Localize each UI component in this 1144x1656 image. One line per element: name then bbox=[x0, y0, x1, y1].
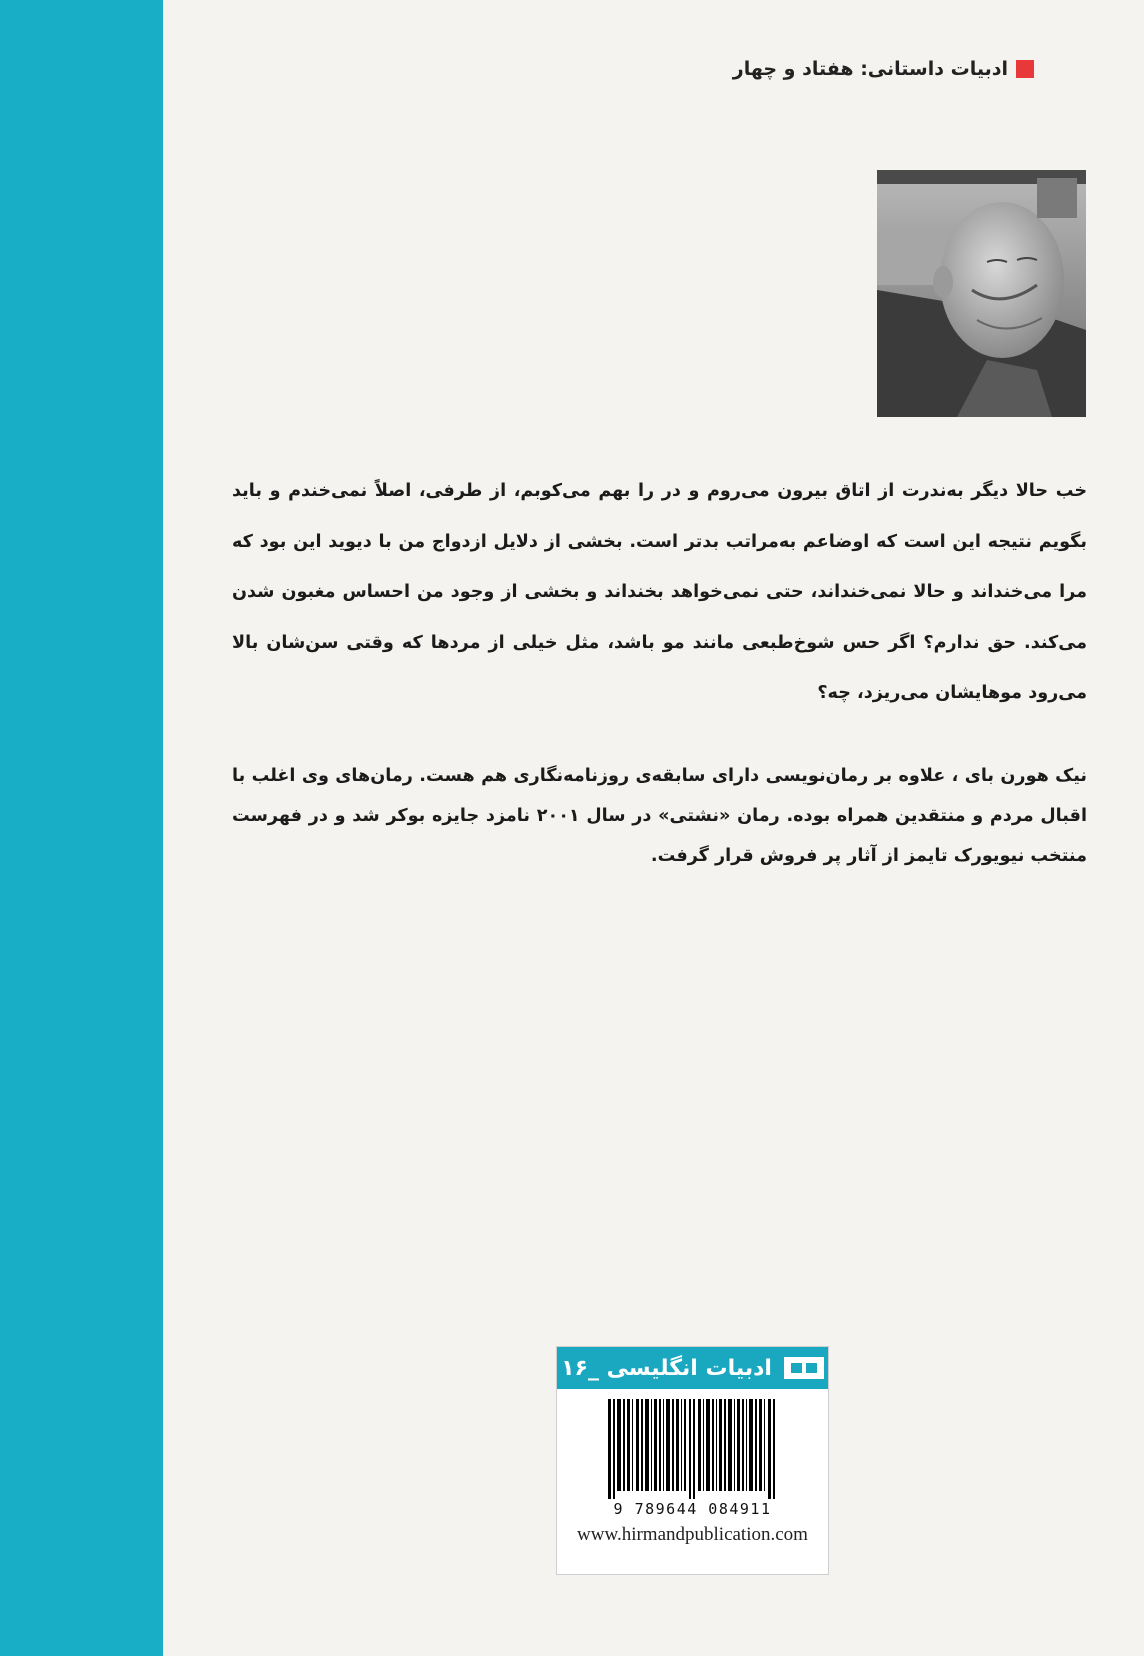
red-square-icon bbox=[1016, 60, 1034, 78]
barcode-icon bbox=[608, 1399, 778, 1499]
isbn-number: 9 789644 084911 bbox=[613, 1500, 772, 1518]
author-photo bbox=[877, 170, 1086, 417]
series-title bbox=[733, 58, 1034, 80]
excerpt-paragraph bbox=[232, 466, 1087, 719]
barcode-box bbox=[556, 1346, 829, 1575]
author-bio-paragraph bbox=[232, 756, 1087, 876]
publisher-website: www.hirmandpublication.com bbox=[577, 1524, 808, 1545]
series-label-bar bbox=[557, 1347, 828, 1389]
publisher-logo-icon bbox=[784, 1357, 824, 1379]
cover-spine-stripe bbox=[0, 0, 163, 1656]
author-bio-text: نیک هورن بای ، علاوه بر رمان‌نویسی دارای سابقه‌ی روزنامه‌نگاری هم هست. رمان‌های وی اغلب با اقبال مردم و منتقدین همراه بوده. رمان «نشتی» در سال ۲۰۰۱ نامزد جایزه بوکر شد و در فهرست منتخب نیویورک تایمز از آثار پر فروش قرار گرفت. bbox=[232, 766, 1087, 866]
excerpt-text: خب حالا دیگر به‌ندرت از اتاق بیرون می‌روم و در را بهم می‌کوبم، از طرفی، اصلاً نمی‌خندم و باید بگویم نتیجه این است که اوضاعم به‌مراتب بدتر است. بخشی از دلایل ازدواج من با دیوید این بود که مرا می‌خنداند و حالا نمی‌خنداند، حتی نمی‌خواهد بخنداند و بخشی از وجود من احساس مغبون شدن می‌کند. حق ندارم؟ اگر حس شوخ‌طبعی مانند مو باشد، مثل خیلی از مردها که وقتی سن‌شان بالا می‌رود موهایشان می‌ریزد، چه؟ bbox=[232, 481, 1087, 703]
series-number-label: ادبیات انگلیسی _۱۶ bbox=[561, 1355, 772, 1381]
series-title-text: ادبیات داستانی: هفتاد و چهار bbox=[732, 58, 1008, 80]
